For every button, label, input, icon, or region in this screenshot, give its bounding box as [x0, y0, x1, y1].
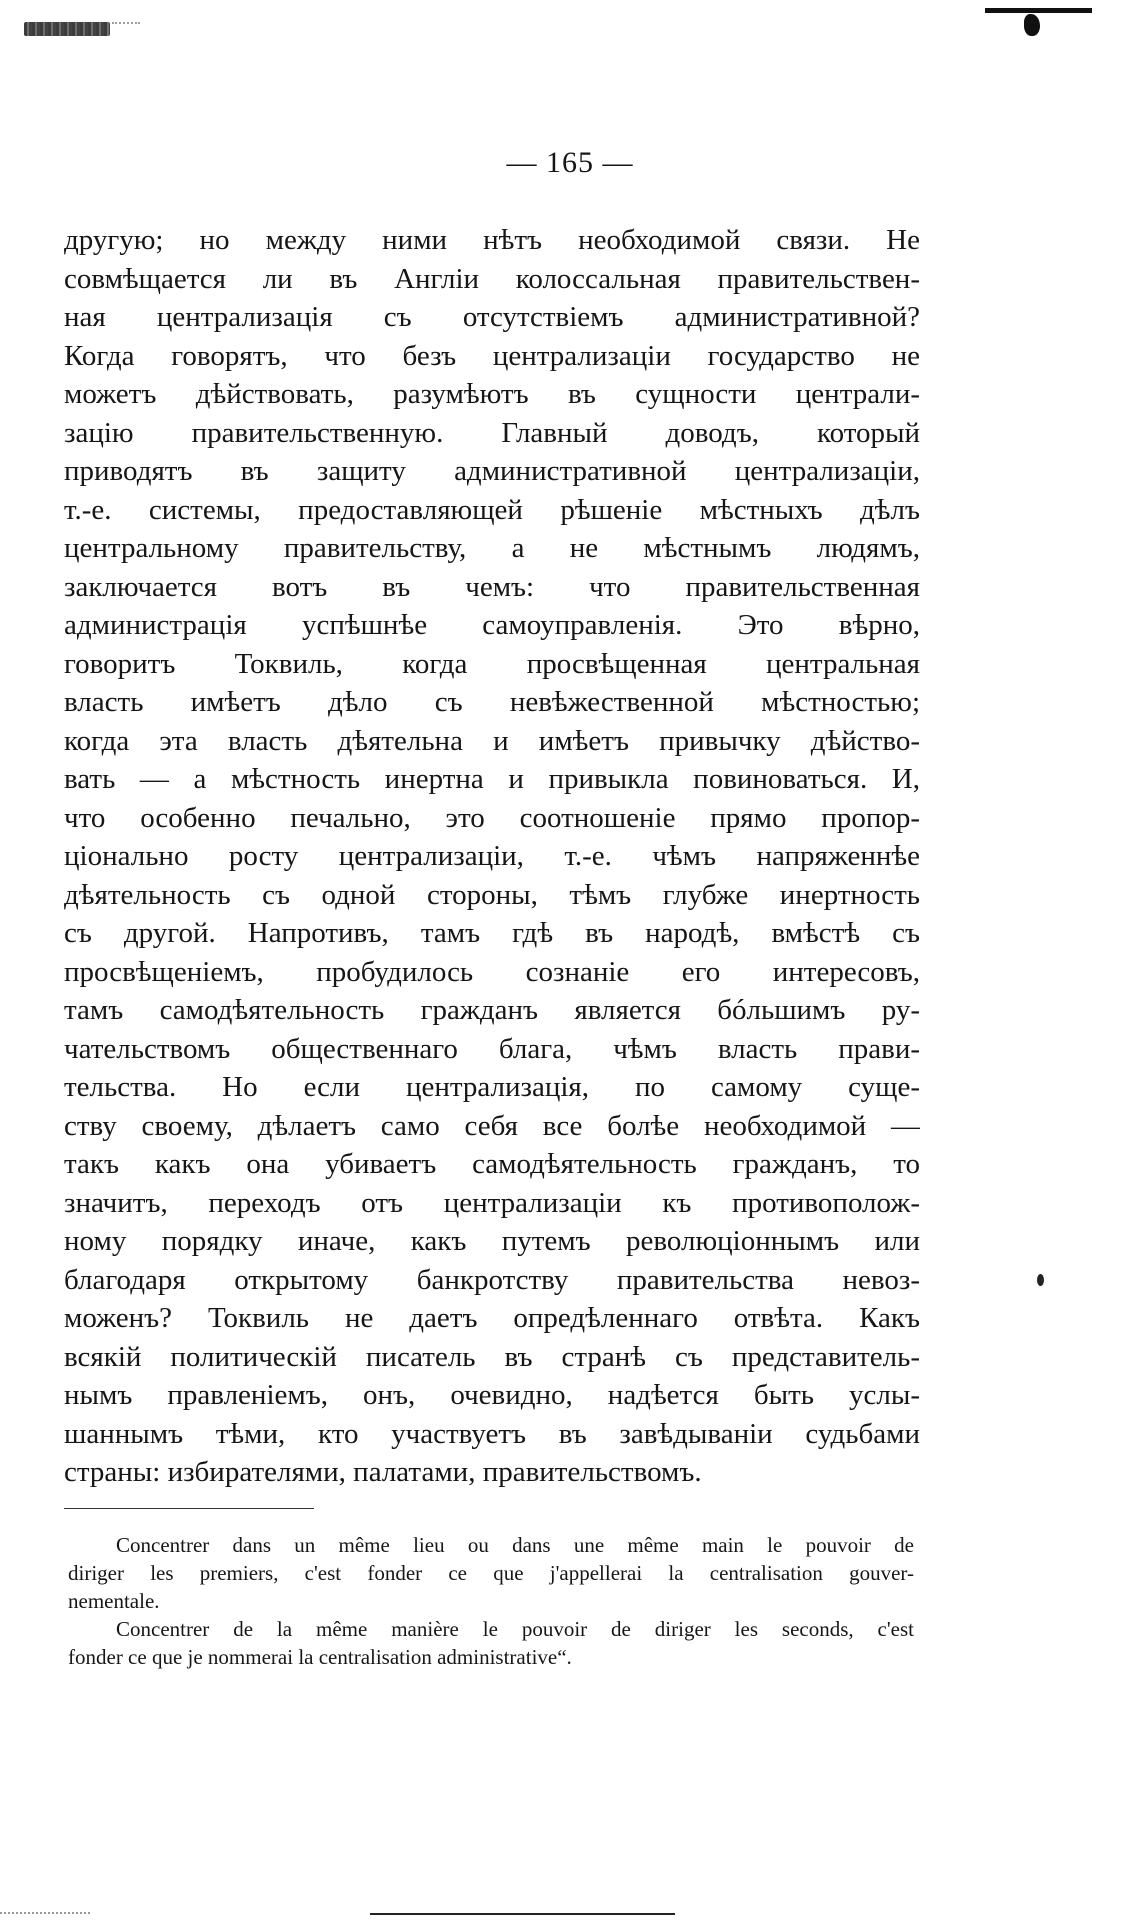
- text-line: ціонально росту централизаціи, т.-е. чѣмъ напряженнѣе: [64, 840, 920, 872]
- footnote-line: nementale.: [68, 1589, 160, 1613]
- text-line: всякій политическій писатель въ странѣ съ представитель-: [64, 1340, 920, 1373]
- text-line: просвѣщеніемъ, пробудилось сознаніе его интересовъ,: [64, 955, 920, 988]
- scan-speckle-top-left: [112, 22, 140, 34]
- text-line: другую; но между ними нѣтъ необходимой связи. Не: [64, 224, 920, 256]
- text-line: заключается вотъ въ чемъ: что правительственная: [64, 570, 920, 603]
- text-line: приводятъ въ защиту административной централизаціи,: [64, 455, 920, 487]
- scan-smudge-top-left: [24, 22, 110, 36]
- footnotes-block: [68, 1531, 914, 1671]
- text-line: т.-е. системы, предоставляющей рѣшеніе мѣстныхъ дѣлъ: [64, 493, 920, 526]
- text-line: тамъ самодѣятельность гражданъ является бóльшимъ ру-: [64, 994, 920, 1026]
- text-line: можетъ дѣйствовать, разумѣютъ въ сущности централи-: [64, 378, 920, 410]
- scan-speckle-bottom-left: [0, 1912, 90, 1918]
- text-line: дѣятельность съ одной стороны, тѣмъ глубже инертность: [64, 878, 920, 911]
- scan-dot-right-margin: [1037, 1274, 1044, 1286]
- text-line: ному порядку иначе, какъ путемъ революціоннымъ или: [64, 1225, 920, 1257]
- page-number: — 165 —: [506, 146, 634, 179]
- text-line-last: страны: избирателями, палатами, правительствомъ.: [64, 1456, 702, 1488]
- text-line: администрація успѣшнѣе самоуправленія. Это вѣрно,: [64, 609, 920, 641]
- footnote-line: Concentrer dans un même lieu ou dans une même main le pouvoir de: [116, 1533, 914, 1557]
- footnote-line: Concentrer de la même manière le pouvoir de diriger les seconds, c'est: [116, 1617, 914, 1641]
- text-line: вать — а мѣстность инертна и привыкла повиноваться. И,: [64, 763, 920, 795]
- footnote-line: fonder ce que je nommerai la centralisation administrative“.: [68, 1645, 572, 1669]
- text-line: Когда говорятъ, что безъ централизаціи государство не: [64, 339, 920, 372]
- text-line: ная централизація съ отсутствіемъ административной?: [64, 301, 920, 333]
- text-line: благодаря открытому банкротству правительства невоз-: [64, 1263, 920, 1296]
- text-line: говоритъ Токвиль, когда просвѣщенная центральная: [64, 647, 920, 680]
- text-line: власть имѣетъ дѣло съ невѣжественной мѣстностью;: [64, 686, 920, 718]
- text-line: значитъ, переходъ отъ централизаціи къ противополож-: [64, 1186, 920, 1219]
- text-line: моженъ? Токвиль не даетъ опредѣленнаго отвѣта. Какъ: [64, 1302, 920, 1334]
- text-line: что особенно печально, это соотношеніе прямо пропор-: [64, 801, 920, 834]
- text-line: шаннымъ тѣми, кто участвуетъ въ завѣдываніи судьбами: [64, 1417, 920, 1450]
- footnote-line: diriger les premiers, c'est fonder ce que j'appellerai la centralisation gouver-: [68, 1561, 914, 1585]
- text-line: когда эта власть дѣятельна и имѣетъ привычку дѣйство-: [64, 724, 920, 757]
- text-line: такъ какъ она убиваетъ самодѣятельность гражданъ, то: [64, 1148, 920, 1180]
- footnote-separator-rule: [64, 1508, 314, 1509]
- text-line: совмѣщается ли въ Англіи колоссальная правительствен-: [64, 262, 920, 295]
- bottom-rule: [370, 1913, 675, 1915]
- text-line: чательствомъ общественнаго блага, чѣмъ власть прави-: [64, 1032, 920, 1065]
- text-line: нымъ правленіемъ, онъ, очевидно, надѣется быть услы-: [64, 1379, 920, 1411]
- text-line: центральному правительству, а не мѣстнымъ людямъ,: [64, 532, 920, 564]
- text-line: съ другой. Напротивъ, тамъ гдѣ въ народѣ, вмѣстѣ съ: [64, 917, 920, 949]
- text-line: ству своему, дѣлаетъ само себя все болѣе необходимой —: [64, 1109, 920, 1142]
- scan-bar-top-right: [985, 8, 1092, 13]
- scan-blot-top-right: [1024, 14, 1040, 36]
- main-text-block: [64, 221, 920, 1492]
- text-line: тельства. Но если централизація, по самому суще-: [64, 1071, 920, 1103]
- text-line: зацію правительственную. Главный доводъ, который: [64, 416, 920, 449]
